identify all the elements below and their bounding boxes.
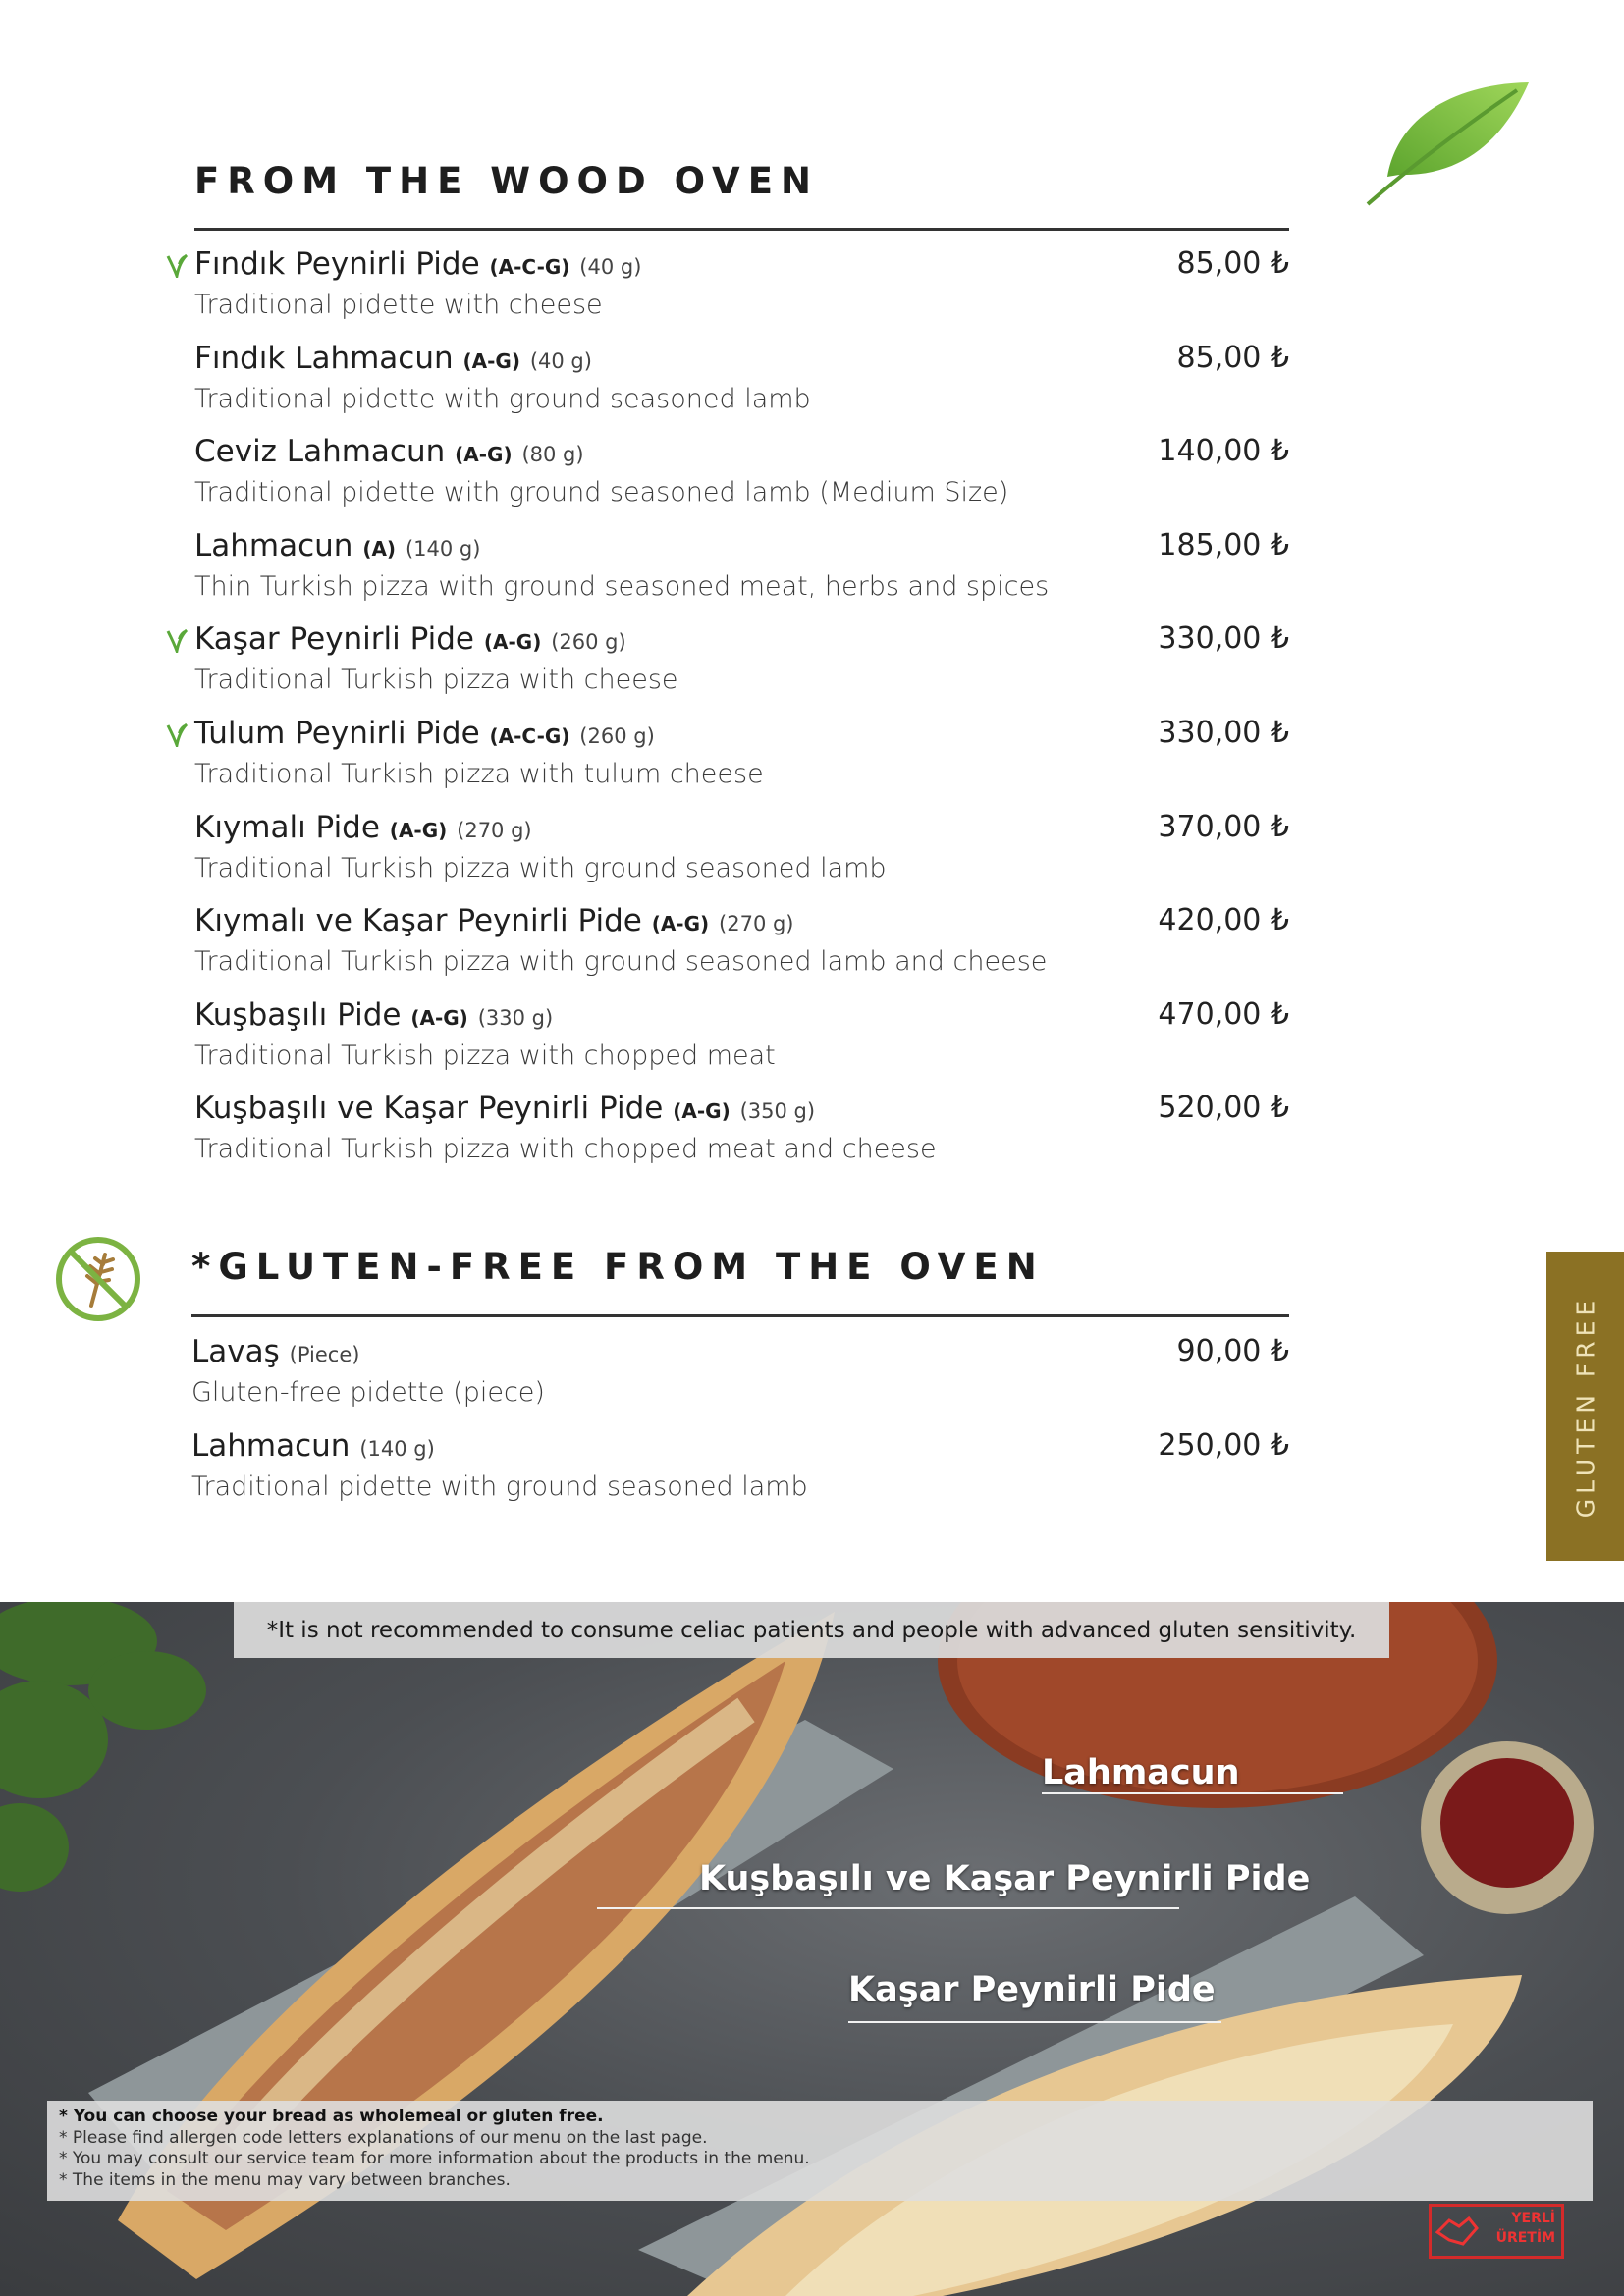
item-description: Thin Turkish pizza with ground seasoned meat, herbs and spices [194,570,1050,602]
menu-item [194,1091,1289,1185]
item-name-line [194,246,641,282]
item-price: 185,00 ₺ [1158,527,1289,562]
item-description: Traditional Turkish pizza with cheese [194,665,678,696]
menu-item [194,341,1289,435]
item-price: 330,00 ₺ [1158,716,1289,750]
item-name: Kıymalı ve Kaşar Peynirli Pide [194,903,642,939]
footnote: * Please find allergen code letters explanations of our menu on the last page. [59,2127,708,2148]
item-name: Ceviz Lahmacun [194,434,446,470]
menu-item [194,434,1289,528]
menu-item [194,997,1289,1092]
label-underline [848,2021,1221,2023]
item-weight: (80 g) [521,443,584,467]
item-name: Lahmacun [191,1427,351,1464]
item-allergens: (A-G) [410,1005,468,1030]
footnotes [47,2101,1593,2201]
label-underline [1042,1792,1343,1794]
gluten-free-icon [54,1235,142,1323]
side-tab-label: GLUTEN FREE [1571,1295,1599,1518]
item-name: Lahmacun [194,527,353,563]
item-price: 470,00 ₺ [1158,996,1289,1032]
menu-item [194,621,1289,716]
item-allergens: (A-C-G) [489,255,570,279]
item-description: Traditional Turkish pizza with tulum cheese [194,759,764,789]
item-allergens: (A-G) [462,348,520,373]
item-name: Kuşbaşılı ve Kaşar Peynirli Pide [194,1091,664,1127]
vegetarian-icon [165,721,189,747]
item-price: 250,00 ₺ [1158,1427,1289,1463]
photo-label-kasar: Kaşar Peynirli Pide [848,1970,1216,2009]
item-weight: (40 g) [529,348,592,373]
item-weight: (330 g) [477,1005,554,1030]
item-price: 85,00 ₺ [1176,246,1289,281]
item-price: 140,00 ₺ [1158,434,1289,469]
label-underline [597,1907,1179,1909]
item-description: Traditional Turkish pizza with chopped meat and cheese [194,1134,937,1165]
item-name-line [194,1091,815,1126]
item-weight: (Piece) [289,1343,360,1366]
item-name: Kuşbaşılı Pide [194,996,402,1033]
item-price: 520,00 ₺ [1158,1091,1289,1126]
item-description: Traditional pidette with ground seasoned lamb [194,383,811,414]
item-name-line [191,1428,435,1464]
item-weight: (260 g) [551,630,626,655]
item-name: Lavaş [191,1334,280,1369]
item-name: Fındık Peynirli Pide [194,246,480,282]
section-title-gluten-free: *GLUTEN-FREE FROM THE OVEN [191,1246,1045,1288]
item-allergens: (A-G) [455,443,513,467]
gluten-free-side-tab [1546,1252,1624,1561]
menu-item [194,716,1289,810]
item-allergens: (A-C-G) [489,724,570,748]
item-description: Traditional pidette with ground seasoned lamb [191,1470,808,1502]
item-weight: (350 g) [739,1099,816,1124]
stamp-line2: ÜRETİM [1495,2230,1555,2246]
item-name: Kaşar Peynirli Pide [194,621,474,658]
item-name: Kıymalı Pide [194,809,380,845]
item-name-line [194,528,480,563]
leaf-icon [1360,79,1537,206]
handshake-icon [1435,2213,1479,2252]
section-title-wood-oven: FROM THE WOOD OVEN [194,160,819,202]
item-description: Traditional Turkish pizza with chopped meat [194,1040,776,1071]
item-name: Fındık Lahmacun [194,340,454,376]
item-description: Traditional Turkish pizza with ground seasoned lamb and cheese [194,946,1048,978]
stamp-line1: YERLİ [1511,2211,1555,2226]
menu-item [194,903,1289,997]
item-allergens: (A-G) [483,630,542,655]
item-price: 370,00 ₺ [1158,809,1289,844]
vegetarian-icon [165,252,189,278]
photo-label-lahmacun: Lahmacun [1042,1753,1240,1792]
item-weight: (140 g) [359,1436,435,1461]
item-name-line [194,434,584,469]
item-name: Tulum Peynirli Pide [194,716,480,751]
vegetarian-icon [165,627,189,653]
item-price: 420,00 ₺ [1158,903,1289,938]
section-divider [194,228,1289,231]
menu-item [194,810,1289,904]
menu-item [191,1334,1289,1428]
item-name-line [194,716,655,751]
item-allergens: (A) [362,536,397,561]
menu-item [194,528,1289,622]
item-price: 90,00 ₺ [1176,1334,1289,1368]
local-production-stamp [1429,2204,1564,2259]
item-allergens: (A-G) [651,912,710,936]
item-weight: (260 g) [579,724,655,748]
item-description: Traditional Turkish pizza with ground seasoned lamb [194,852,887,883]
item-description: Gluten-free pidette (piece) [191,1377,545,1408]
footnote: * You can choose your bread as wholemeal or gluten free. [59,2107,604,2126]
footnote: * The items in the menu may vary between branches. [59,2169,511,2190]
item-price: 330,00 ₺ [1158,621,1289,657]
gluten-notice: *It is not recommended to consume celiac patients and people with advanced gluten sensitivity. [234,1602,1389,1658]
food-photo [0,1602,1624,2296]
item-weight: (270 g) [719,912,794,936]
item-price: 85,00 ₺ [1176,340,1289,375]
item-weight: (140 g) [405,536,481,561]
item-name-line [194,341,592,376]
item-name-line [194,997,553,1033]
footnote: * You may consult our service team for more information about the products in the menu. [59,2149,810,2168]
item-description: Traditional pidette with cheese [194,290,603,320]
item-allergens: (A-G) [389,818,448,842]
menu-item [191,1428,1289,1522]
item-name-line [194,903,794,938]
photo-label-kusbasili-kasar: Kuşbaşılı ve Kaşar Peynirli Pide [699,1859,1311,1898]
item-name-line [194,621,626,657]
item-weight: (270 g) [457,818,532,842]
menu-item [194,246,1289,341]
item-name-line [194,810,532,845]
item-description: Traditional pidette with ground seasoned lamb (Medium Size) [194,477,1009,508]
item-name-line [191,1334,359,1369]
section-divider [191,1314,1289,1317]
item-allergens: (A-G) [673,1099,731,1124]
item-weight: (40 g) [579,255,642,279]
